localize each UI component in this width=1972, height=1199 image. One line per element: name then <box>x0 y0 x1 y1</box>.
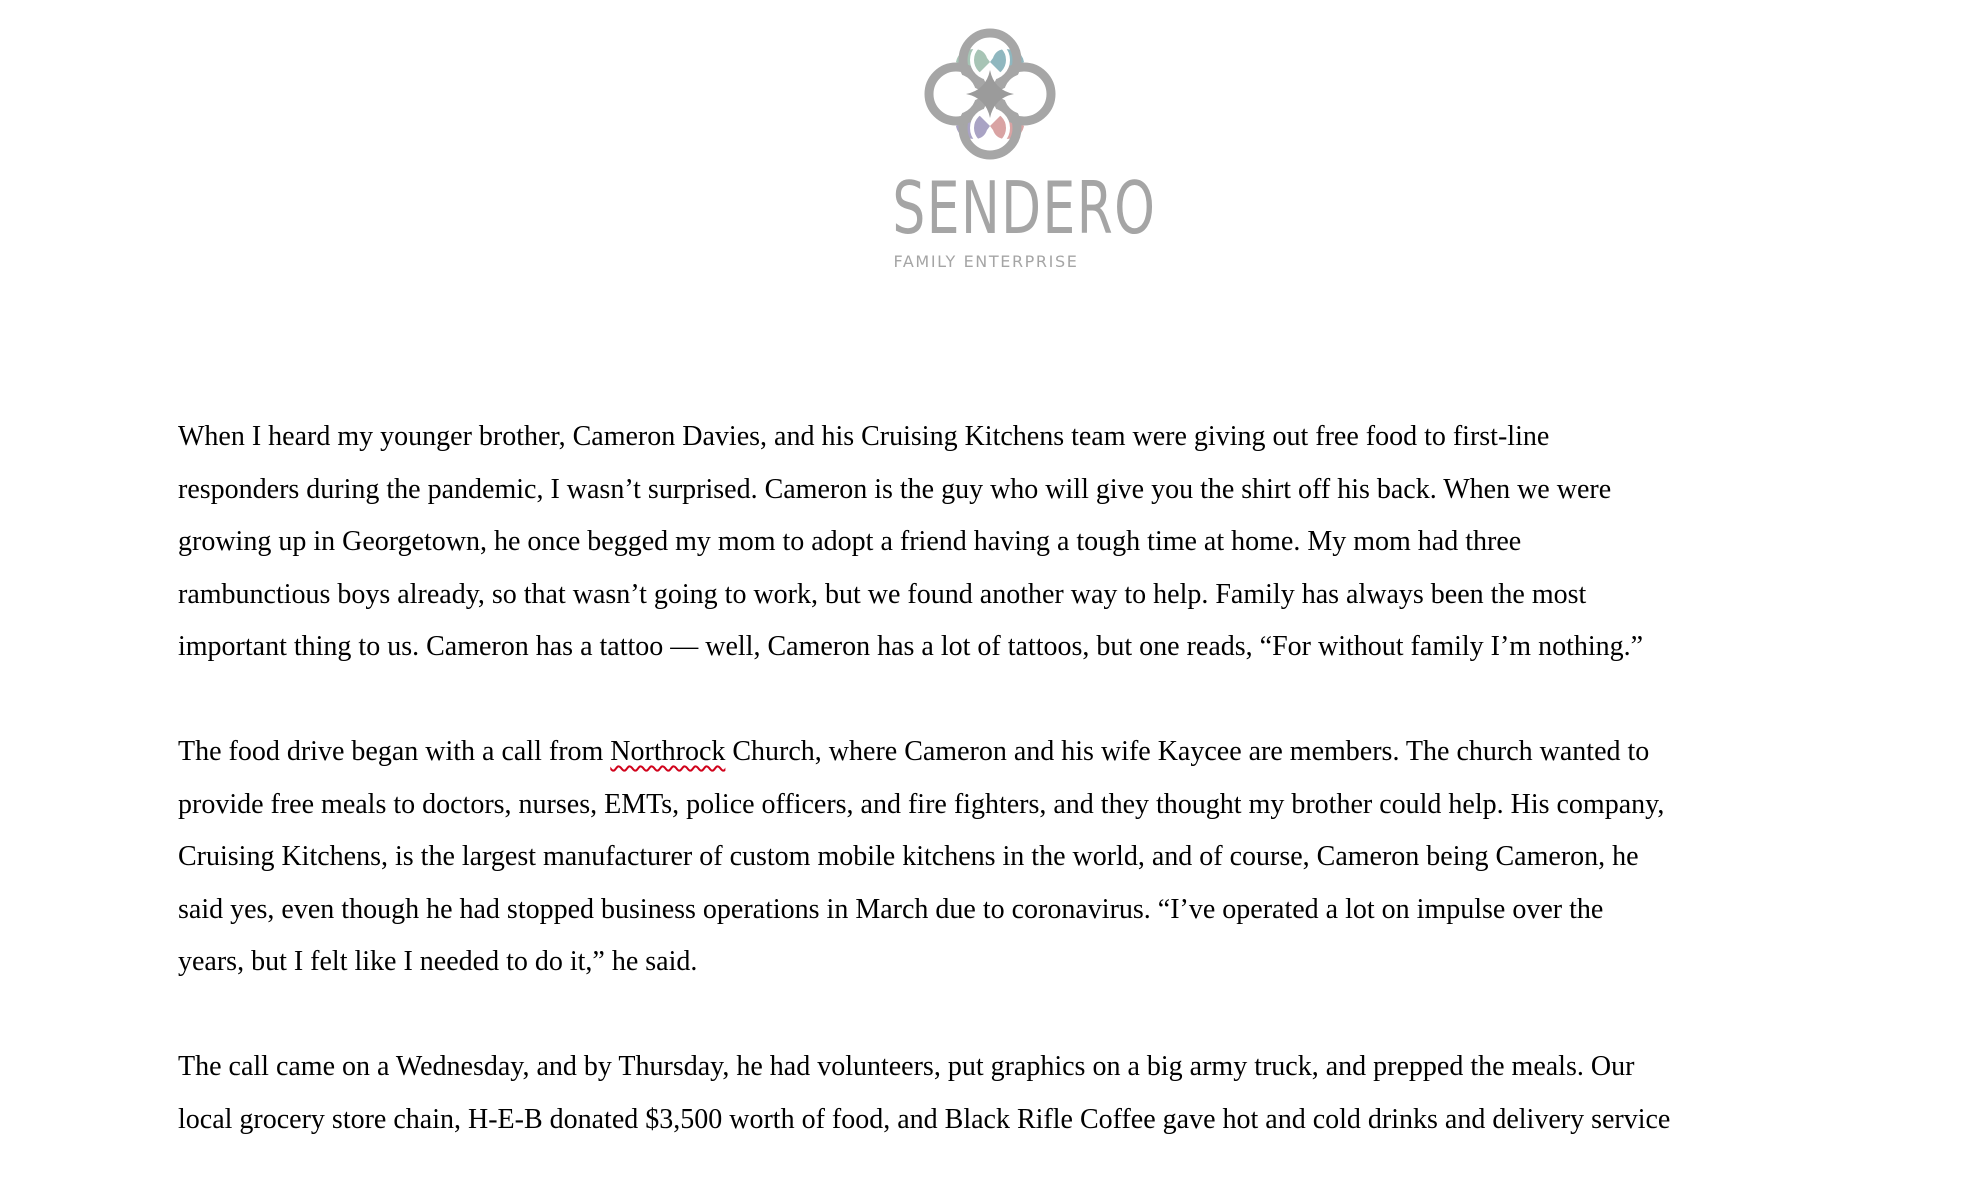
text-line: responders during the pandemic, I wasn’t surprised. Cameron is the guy who will give you the shirt off his back. When we were <box>178 473 1612 505</box>
logo-tagline: FAMILY ENTERPRISE <box>893 252 1079 271</box>
text-line: local grocery store chain, H-E-B donated $3,500 worth of food, and Black Rifle Coffee gave hot and cold drinks and delivery service <box>178 1103 1671 1135</box>
paragraph-2 <box>178 726 1818 989</box>
text-line: Cruising Kitchens, is the largest manufacturer of custom mobile kitchens in the world, and of course, Cameron being Cameron, he <box>178 841 1639 872</box>
text-line: provide free meals to doctors, nurses, EMTs, police officers, and fire fighters, and they thought my brother could help. His company, <box>178 788 1665 820</box>
text-line: years, but I felt like I needed to do it,” he said. <box>178 946 698 977</box>
text-run: The food drive began with a call from <box>178 736 611 767</box>
text-line: important thing to us. Cameron has a tattoo — well, Cameron has a lot of tattoos, but one reads, “For without family I’m nothing.” <box>178 631 1644 662</box>
sendero-logo-mark-icon <box>924 28 1056 160</box>
text-line: rambunctious boys already, so that wasn’t going to work, but we found another way to help. Family has always been the most <box>178 578 1587 610</box>
text-line: When I heard my younger brother, Cameron Davies, and his Cruising Kitchens team were giving out free food to first-line <box>178 421 1550 452</box>
paragraph-3 <box>178 1041 1818 1146</box>
paragraph-1 <box>178 411 1818 674</box>
text-line: The call came on a Wednesday, and by Thursday, he had volunteers, put graphics on a big army truck, and prepped the meals. Our <box>178 1051 1635 1082</box>
text-run: Church, where Cameron and his wife Kaycee are members. The church wanted to <box>725 736 1650 767</box>
text-line: said yes, even though he had stopped business operations in March due to coronavirus. “I’ve operated a lot on impulse over the <box>178 893 1604 925</box>
text-line <box>178 726 1818 779</box>
sendero-logo <box>856 28 1157 278</box>
logo-wordmark: SENDERO <box>892 166 1157 250</box>
document-body[interactable] <box>178 411 1818 1199</box>
spellcheck-flagged-word[interactable]: Northrock <box>610 736 726 767</box>
text-line: growing up in Georgetown, he once begged my mom to adopt a friend having a tough time at home. My mom had three <box>178 526 1522 557</box>
